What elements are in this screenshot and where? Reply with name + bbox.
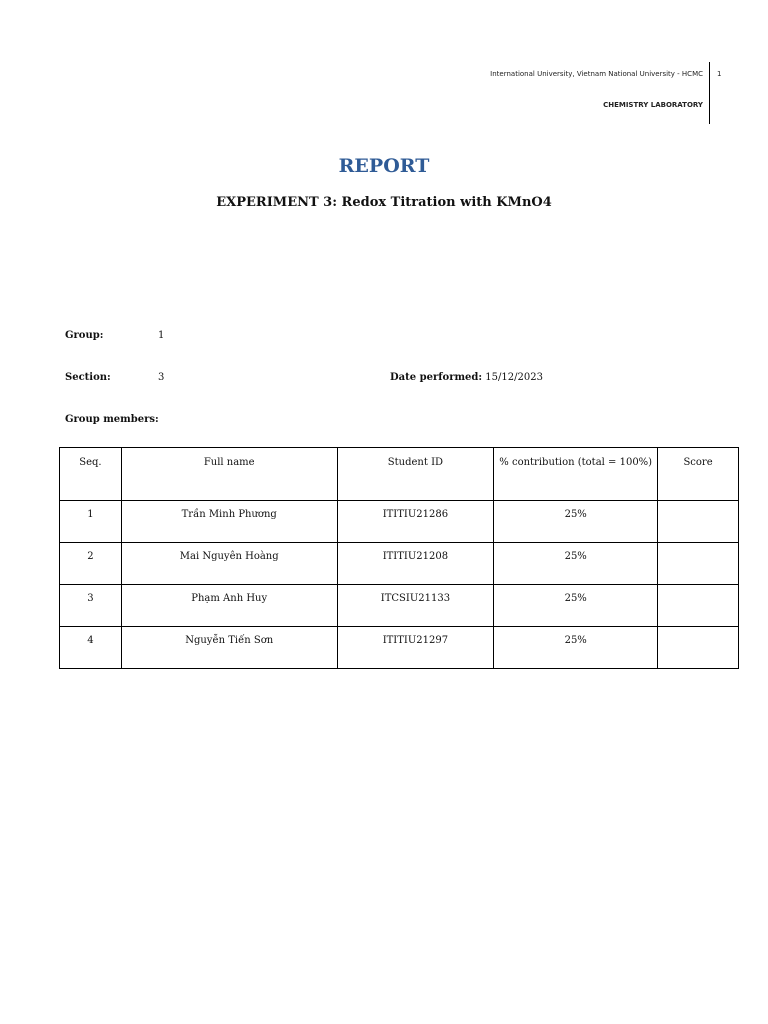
cell-contribution: 25% (494, 627, 658, 669)
cell-full-name: Nguyễn Tiến Sơn (121, 627, 337, 669)
section-label: Section: (65, 372, 111, 383)
header-lab-name: CHEMISTRY LABORATORY (603, 101, 703, 109)
cell-contribution: 25% (494, 501, 658, 543)
cell-student-id: ITCSIU21133 (337, 585, 494, 627)
table-row (60, 543, 739, 585)
cell-student-id: ITITIU21208 (337, 543, 494, 585)
table-row (60, 627, 739, 669)
cell-seq: 2 (60, 543, 122, 585)
cell-seq: 1 (60, 501, 122, 543)
group-members-table (59, 447, 739, 669)
section-field (65, 372, 111, 383)
cell-contribution: 25% (494, 543, 658, 585)
members-label: Group members: (65, 414, 159, 425)
report-title: REPORT (338, 155, 430, 177)
header-university: International University, Vietnam National University - HCMC (490, 70, 703, 78)
cell-seq: 4 (60, 627, 122, 669)
cell-full-name: Mai Nguyên Hoàng (121, 543, 337, 585)
cell-score (658, 543, 739, 585)
cell-student-id: ITITIU21286 (337, 501, 494, 543)
header-seq: Seq. (60, 448, 122, 501)
experiment-title: EXPERIMENT 3: Redox Titration with KMnO4 (216, 195, 552, 210)
table-row (60, 501, 739, 543)
header-full-name: Full name (121, 448, 337, 501)
table-header-row (60, 448, 739, 501)
cell-score (658, 627, 739, 669)
date-value: 15/12/2023 (485, 372, 543, 383)
table-row (60, 585, 739, 627)
cell-seq: 3 (60, 585, 122, 627)
group-value: 1 (158, 330, 165, 341)
cell-full-name: Trần Minh Phương (121, 501, 337, 543)
date-label: Date performed: (390, 372, 483, 383)
cell-contribution: 25% (494, 585, 658, 627)
header-divider (709, 62, 710, 124)
members-field (65, 414, 159, 425)
page-number: 1 (717, 70, 722, 78)
cell-score (658, 585, 739, 627)
cell-score (658, 501, 739, 543)
cell-student-id: ITITIU21297 (337, 627, 494, 669)
cell-full-name: Phạm Anh Huy (121, 585, 337, 627)
date-field (390, 372, 543, 383)
group-label: Group: (65, 330, 104, 341)
header-student-id: Student ID (337, 448, 494, 501)
header-score: Score (658, 448, 739, 501)
section-value: 3 (158, 372, 165, 383)
header-contribution: % contribution (total = 100%) (494, 448, 658, 501)
group-field (65, 330, 103, 341)
